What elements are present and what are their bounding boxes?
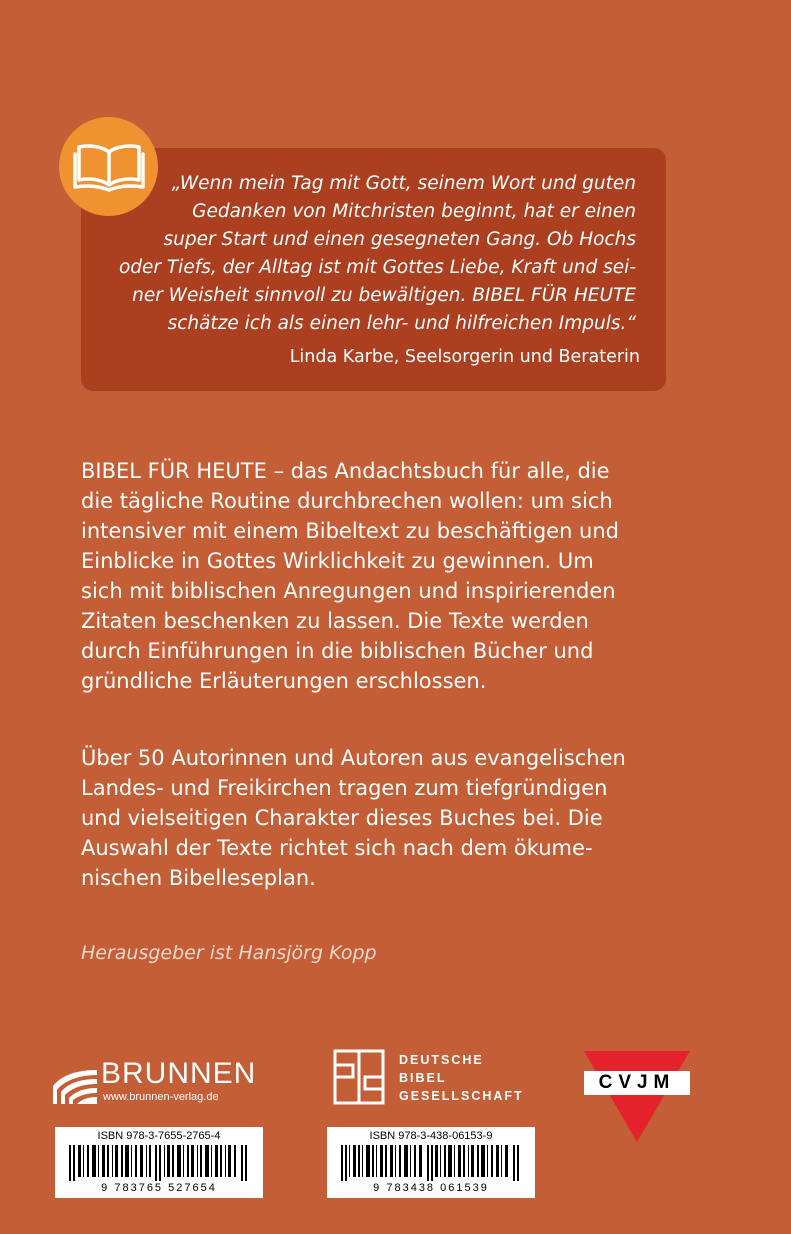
brunnen-url: www.brunnen-verlag.de <box>103 1091 219 1103</box>
quote-line: schätze ich als einen lehr- und hilfreichen Impuls.“ <box>167 313 636 334</box>
dbg-text <box>399 1051 524 1105</box>
description-paragraph-2 <box>81 743 626 893</box>
bible-society-icon <box>333 1049 385 1105</box>
book-badge <box>59 117 158 216</box>
barcode-bars <box>341 1145 521 1181</box>
quote-line: ner Weisheit sinnvoll zu bewältigen. BIBEL FÜR HEUTE <box>132 285 636 306</box>
description-line: durch Einführungen in die biblischen Bücher und <box>81 639 594 663</box>
description-line: Zitaten beschenken zu lassen. Die Texte werden <box>81 609 589 633</box>
description-line: und vielseitigen Charakter dieses Buches bei. Die <box>81 806 603 830</box>
barcode-bars <box>69 1145 249 1181</box>
brunnen-wave-icon <box>53 1060 97 1106</box>
quote-author: Linda Karbe, Seelsorgerin und Beraterin <box>289 347 640 367</box>
description-line: gründliche Erläuterungen erschlossen. <box>81 669 487 693</box>
description-line: intensiver mit einem Bibeltext zu beschäftigen und <box>81 519 620 543</box>
brunnen-name: BRUNNEN <box>101 1057 257 1090</box>
brunnen-logo <box>53 1056 268 1108</box>
quote-line: super Start und einen gesegneten Gang. Ob Hochs <box>163 229 636 250</box>
isbn-label: ISBN 978-3-7655-2765-4 <box>97 1130 221 1142</box>
barcode-2 <box>327 1127 535 1198</box>
open-book-icon <box>73 142 145 192</box>
barcode-digits: 9 783438 061539 <box>373 1182 489 1194</box>
description-line: nischen Bibelleseplan. <box>81 866 316 890</box>
quote-line: „Wenn mein Tag mit Gott, seinem Wort und guten <box>171 173 636 194</box>
dbg-line: BIBEL <box>399 1071 447 1085</box>
cvjm-logo <box>582 1049 692 1144</box>
cvjm-name: CVJM <box>584 1071 690 1095</box>
description-line: BIBEL FÜR HEUTE – das Andachtsbuch für alle, die <box>81 459 610 483</box>
quote-text <box>119 170 636 338</box>
quote-line: Gedanken von Mitchristen beginnt, hat er einen <box>192 201 636 222</box>
dbg-line: GESELLSCHAFT <box>399 1089 524 1103</box>
cvjm-triangle-icon <box>582 1049 692 1144</box>
barcode-digits: 9 783765 527654 <box>101 1182 217 1194</box>
description-line: sich mit biblischen Anregungen und inspirierenden <box>81 579 616 603</box>
description-line: Über 50 Autorinnen und Autoren aus evangelischen <box>81 746 626 770</box>
quote-box <box>81 148 666 391</box>
quote-line: oder Tiefs, der Alltag ist mit Gottes Liebe, Kraft und sei- <box>118 257 636 278</box>
editor-credit: Herausgeber ist Hansjörg Kopp <box>81 942 377 964</box>
dbg-logo <box>333 1049 543 1109</box>
description-line: Landes- und Freikirchen tragen zum tiefgründigen <box>81 776 608 800</box>
description-line: Einblicke in Gottes Wirklichkeit zu gewinnen. Um <box>81 549 594 573</box>
description-paragraph-1 <box>81 456 619 696</box>
description-line: Auswahl der Texte richtet sich nach dem ökume- <box>81 836 593 860</box>
isbn-label: ISBN 978-3-438-06153-9 <box>369 1130 493 1142</box>
dbg-line: DEUTSCHE <box>399 1053 484 1067</box>
barcode-1 <box>55 1127 263 1198</box>
description-line: die tägliche Routine durchbrechen wollen: um sich <box>81 489 613 513</box>
